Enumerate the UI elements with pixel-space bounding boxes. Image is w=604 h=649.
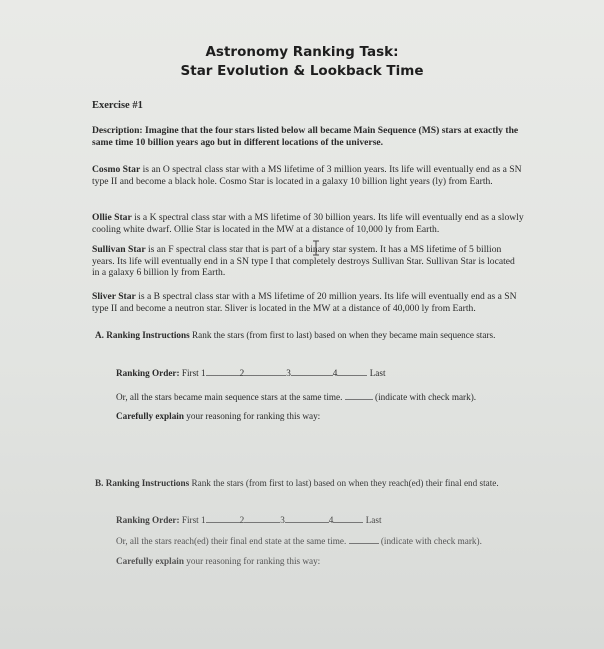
section-b-instructions: B. Ranking Instructions Rank the stars (from first to last) based on when they reach(ed) their final end state. [95, 478, 499, 488]
section-a-or-statement: Or, all the stars became main sequence stars at the same time. (indicate with check mark). [116, 392, 477, 402]
text-cursor-icon [313, 240, 319, 256]
sullivan-star-paragraph: Sullivan Star is an F spectral class star that is part of a binary star system. It has a MS lifetime of 5 billion years. Its life will eventually end in a SN type I that completely destroys Sullivan Star. Sullivan Star is located in a galaxy 6 billion ly from Earth. [92, 244, 515, 279]
sliver-star-paragraph: Sliver Star is a B spectral class star with a MS lifetime of 20 million years. Its life will eventually end as a SN type II and become a neutron star. Sliver is located in the MW at a distance of 40,000 ly from Earth. [92, 291, 517, 314]
section-b-or-statement: Or, all the stars reach(ed) their final end state at the same time. (indicate with check mark). [116, 536, 482, 546]
page-title: Astronomy Ranking Task: [205, 44, 399, 60]
description-paragraph: Description: Imagine that the four stars listed below all became Main Sequence (MS) stars at exactly the same time 10 billion years ago but in different locations of the universe. [92, 125, 519, 148]
section-a-explain: Carefully explain your reasoning for ranking this way: [116, 411, 321, 421]
section-b-check-blank[interactable] [349, 534, 379, 544]
page-subtitle: Star Evolution & Lookback Time [180, 63, 424, 79]
exercise-heading: Exercise #1 [92, 100, 143, 111]
section-a-instructions: A. Ranking Instructions Rank the stars (from first to last) based on when they became main sequence stars. [95, 330, 496, 340]
section-a-check-blank[interactable] [345, 390, 373, 400]
section-a-ranking-order: Ranking Order: First 1 2 3 4 Last [116, 368, 386, 378]
cosmo-star-paragraph: Cosmo Star is an O spectral class star with a MS lifetime of 3 million years. Its life will eventually end as a SN type II and become a black hole. Cosmo Star is located in a galaxy 10 billion light years (ly) from Earth. [92, 164, 522, 187]
section-b-explain: Carefully explain your reasoning for ranking this way: [116, 556, 321, 566]
ollie-star-paragraph: Ollie Star is a K spectral class star with a MS lifetime of 30 billion years. Its life will eventually end as a slowly cooling white dwarf. Ollie Star is located in the MW at a distance of 10,000 ly from Earth. [92, 212, 524, 235]
section-b-ranking-order: Ranking Order: First 1 2 3 4 Last [116, 515, 382, 525]
